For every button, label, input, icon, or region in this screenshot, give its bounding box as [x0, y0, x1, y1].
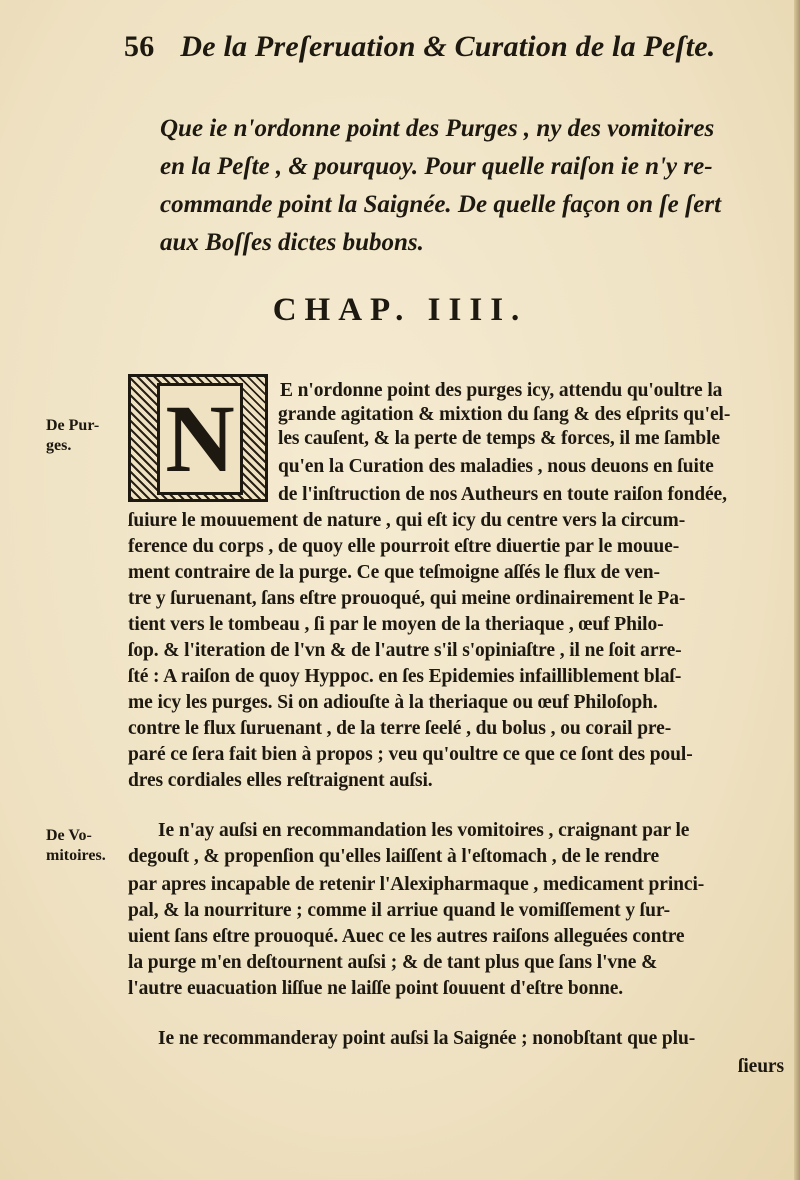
page-edge	[794, 0, 800, 1180]
margin-note-vomitoires	[46, 826, 106, 866]
body-line: qu'en la Curation des maladies , nous deuons en ſuite	[278, 456, 714, 477]
body-line: l'autre euacuation liſſue ne laiſſe point ſouuent d'eſtre bonne.	[128, 978, 624, 999]
body-line: Ie ne recommanderay point auſsi la Saignée ; nonobſtant que plu-	[158, 1028, 696, 1049]
body-line: ſuiure le mouuement de nature , qui eſt icy du centre vers la circum-	[128, 510, 686, 531]
body-line: de l'inſtruction de nos Autheurs en toute raiſon fondée,	[278, 484, 727, 505]
body-line: pal, & la nourriture ; comme il arriue quand le vomiſſement y ſur-	[128, 900, 671, 921]
body-line: E n'ordonne point des purges icy, attendu qu'oultre la	[280, 380, 723, 401]
margin-note-line: mitoires.	[46, 847, 106, 864]
body-line: ference du corps , de quoy elle pourroit eſtre diuertie par le mouue-	[128, 536, 680, 557]
margin-note-line: De Vo-	[46, 827, 92, 844]
summary-line: en la Peſte , & pourquoy. Pour quelle raiſon ie n'y re-	[160, 153, 713, 180]
body-line: contre le flux ſuruenant , de la terre ſeelé , du bolus , ou corail pre-	[128, 718, 672, 739]
running-title: De la Preſeruation & Curation de la Peſte.	[180, 30, 716, 63]
margin-note-line: ges.	[46, 437, 72, 454]
summary-line: Que ie n'ordonne point des Purges , ny des vomitoires	[160, 115, 715, 142]
body-line: tient vers le tombeau , ſi par le moyen de la theriaque , œuf Philo-	[128, 614, 664, 635]
body-line: ſieurs	[738, 1056, 784, 1077]
body-line: les cauſent, & la perte de temps & forces, il me ſamble	[278, 428, 720, 449]
body-line: ſop. & l'iteration de l'vn & de l'autre s'il s'opiniaſtre , il ne ſoit arre-	[128, 640, 682, 661]
body-line: dres cordiales elles reſtraignent auſsi.	[128, 770, 433, 791]
body-line: me icy les purges. Si on adiouſte à la theriaque ou œuf Philoſoph.	[128, 692, 658, 713]
summary-line: aux Boſſes dictes bubons.	[160, 229, 424, 256]
margin-note-line: De Pur-	[46, 417, 100, 434]
initial-letter: N	[157, 383, 243, 495]
running-header	[124, 30, 784, 64]
chapter-title: CHAP. IIII.	[272, 292, 528, 328]
body-line: ſté : A raiſon de quoy Hyppoc. en ſes Epidemies infailliblement blaſ-	[128, 666, 682, 687]
ornamental-initial	[128, 374, 268, 502]
body-line: Ie n'ay auſsi en recommandation les vomitoires , craignant par le	[158, 820, 690, 841]
margin-note-purges	[46, 416, 99, 456]
page-number: 56	[124, 30, 155, 63]
body-line: la purge m'en deſtournent auſsi ; & de tant plus que ſans l'vne &	[128, 952, 658, 973]
body-line: tre y ſuruenant, ſans eſtre prouoqué, qui meine ordinairement le Pa-	[128, 588, 686, 609]
chapter-summary	[160, 110, 790, 262]
summary-line: commande point la Saignée. De quelle façon on ſe ſert	[160, 191, 722, 218]
body-line: par apres incapable de retenir l'Alexipharmaque , medicament princi-	[128, 874, 705, 895]
body-line: grande agitation & mixtion du ſang & des eſprits qu'el-	[278, 404, 731, 425]
body-line: ment contraire de la purge. Ce que teſmoigne aſſés le flux de ven-	[128, 562, 660, 583]
body-line: uient ſans eſtre prouoqué. Auec ce les autres raiſons alleguées contre	[128, 926, 685, 947]
body-line: paré ce ſera fait bien à propos ; veu qu'oultre ce que ce ſont des poul-	[128, 744, 693, 765]
body-line: degouſt , & propenſion qu'elles laiſſent à l'eſtomach , de le rendre	[128, 846, 660, 867]
